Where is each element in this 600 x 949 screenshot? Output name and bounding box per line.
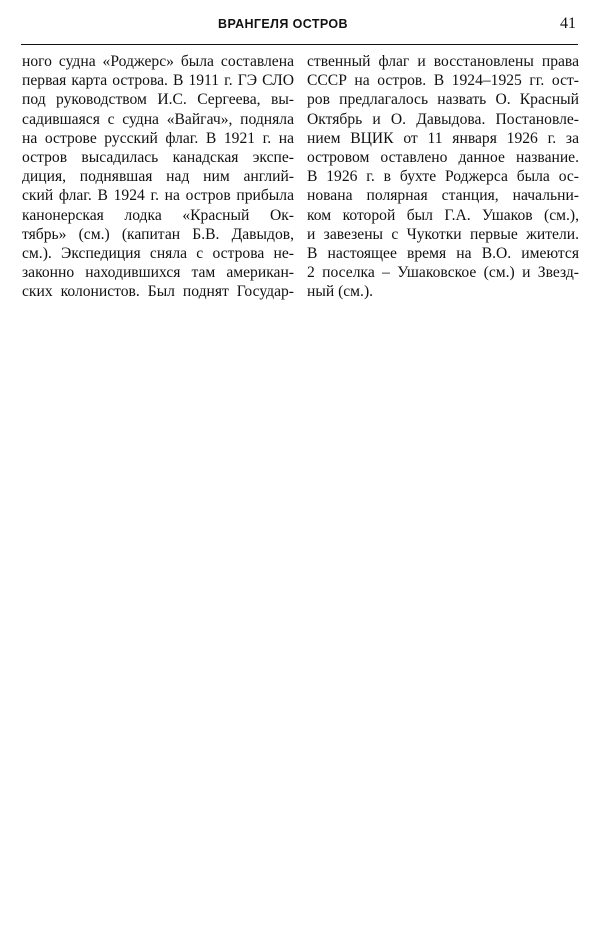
left-column: [22, 52, 294, 301]
text-line: под руководством И.С. Сергеева, вы-: [22, 91, 294, 109]
running-title: ВРАНГЕЛЯ ОСТРОВ: [218, 17, 348, 31]
text-line: и завезены с Чукотки первые жители.: [307, 225, 579, 243]
text-line: ный (см.).: [307, 283, 374, 301]
text-line: ственный флаг и восстановлены права: [307, 53, 579, 70]
text-line: диция, поднявшая над ним англий-: [22, 168, 294, 186]
page-number: 41: [560, 15, 576, 32]
text-line: СССР на остров. В 1924–1925 гг. ост-: [307, 72, 579, 90]
right-column: [307, 52, 579, 301]
text-line: ский флаг. В 1924 г. на остров прибыла: [22, 187, 294, 205]
text-line: В 1926 г. в бухте Роджерса была ос-: [307, 168, 579, 186]
text-line: 2 поселка – Ушаковское (см.) и Звезд-: [307, 264, 579, 282]
header-rule: [21, 44, 578, 45]
text-line: законно находившихся там американ-: [22, 264, 294, 282]
text-line: островом оставлено данное название.: [307, 148, 579, 166]
text-line: канонерская лодка «Красный Ок-: [22, 206, 294, 224]
text-line: ских колонистов. Был поднят Государ-: [22, 283, 294, 301]
running-header: [21, 10, 578, 44]
text-line: остров высадилась канадская экспе-: [22, 148, 294, 166]
text-line: Октябрь и О. Давыдова. Постановле-: [307, 110, 579, 128]
text-line: ров предлагалось назвать О. Красный: [307, 91, 579, 109]
text-line: ного судна «Роджерс» была составлена: [22, 53, 294, 70]
text-line: нована полярная станция, начальни-: [307, 187, 579, 205]
text-line: тябрь» (см.) (капитан Б.В. Давыдов,: [22, 225, 294, 243]
text-line: ком которой был Г.А. Ушаков (см.),: [307, 206, 579, 224]
text-line: см.). Экспедиция сняла с острова не-: [22, 244, 294, 262]
text-line: В настоящее время на В.О. имеются: [307, 244, 579, 262]
text-line: первая карта острова. В 1911 г. ГЭ СЛО: [22, 72, 294, 90]
text-line: на острове русский флаг. В 1921 г. на: [22, 129, 294, 147]
text-line: садившаяся с судна «Вайгач», подняла: [22, 110, 294, 128]
text-line: нием ВЦИК от 11 января 1926 г. за: [307, 129, 579, 147]
